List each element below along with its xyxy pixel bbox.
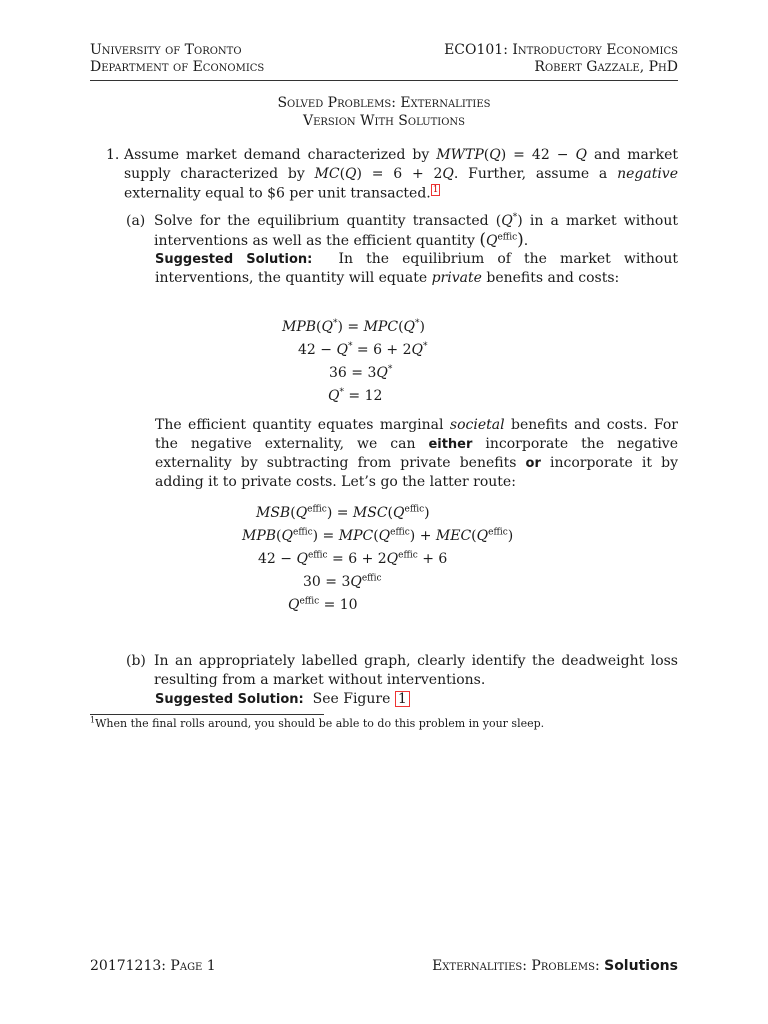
part-b-solution [155,690,678,709]
part-b-solution-text: See Figure [312,691,391,707]
footnote-mark: 1 [90,715,96,725]
course-name: ECO101: Introductory Economics [444,42,678,58]
part-a-solution-text-2: benefits and costs: [481,270,620,286]
problem-1-text: Assume market demand characterized by MWTP(Q) = 42 − Q and market supply characterized by MC(Q) = 6 + 2Q. Further, assume a negative externality equal to $6 per unit transacted. 1 [124,147,678,202]
problem-text-2: and market supply characterized by [124,147,678,182]
para2-either: either [428,437,473,452]
part-a-text-2: ) in a market without interventions as well as the efficient quantity [154,213,678,249]
header-left [90,42,264,76]
footer-title-main: Externalities: Problems: [432,958,605,974]
author-name: Robert Gazzale, PhD [534,59,678,75]
problem-1 [106,146,678,204]
footnote-rule [90,714,324,715]
para2-societal: societal [449,417,505,433]
problem-text-1: Assume market demand characterized by [124,147,437,163]
header-right [444,42,678,76]
footnote [90,717,544,731]
part-a-solution [155,250,678,288]
problem-text-negative: negative [617,166,678,182]
footnote-link[interactable]: 1 [432,185,439,195]
part-a-text-1: Solve for the equilibrium quantity transacted ( [154,213,502,229]
para2-text-4: incorporate it by adding it to private costs. Let’s go the latter route: [155,455,678,490]
para2-text-1: The efficient quantity equates marginal [155,417,450,433]
para2-text-3: incorporate the negative externality by subtracting from private benefits [155,436,678,471]
part-b-question [126,652,678,690]
equation-1-1: MPB(Q*) = MPC(Q*) [282,318,425,335]
footer-title-bold: Solutions [604,958,678,974]
part-a-solution-private: private [431,270,482,286]
equation-2-3: $42 - Q^{effic} = 6 + 2Q^{effic} + 6$ [258,550,448,567]
para2-or: or [525,456,541,471]
equation-1-4: Q* = 12 [328,387,383,404]
footer-date-page: 20171213: Page 1 [90,958,216,974]
equation-2-2: $MPB(Q^{effic}) = MPC(Q^{effic}) + MEC(Q^{effic})$ [242,527,514,544]
equation-2-1: $MSB(Q^{effic}) = MSC(Q^{effic})$ [256,504,430,521]
equation-1-3: 36 = 3Q* [329,364,393,381]
equation-block-2 [0,502,768,620]
header-rule [90,80,678,81]
equation-2-5: $Q^{effic} = 10$ [288,596,358,613]
title-line-2: Version With Solutions [302,113,466,129]
part-a-question [126,212,678,251]
document-title [0,94,768,130]
department-name: Department of Economics [90,59,265,75]
equation-block-1 [0,316,768,412]
figure-link[interactable]: 1 [395,691,410,707]
problem-text-3: . Further, assume a [453,166,618,182]
part-b-solution-label: Suggested Solution: [155,692,304,707]
para2-text-2: benefits and costs. For the negative externality, we can [155,417,678,452]
part-a-solution-label: Suggested Solution: [155,252,313,267]
part-a-paragraph-2 [155,416,678,492]
equation-1-2: 42 − Q* = 6 + 2Q* [298,341,428,358]
part-a-solution-text-1: In the equilibrium of the market without interventions, the quantity will equate [155,251,679,286]
part-a-text: Solve for the equilibrium quantity transacted (Q*) in a market without interventions as well as the efficient quantity $(Q^{effic})$. [154,212,678,250]
problem-text-4: externality equal to $6 per unit transacted. [124,185,431,202]
part-a-label: (a) [126,213,146,229]
footer-title [432,957,678,975]
university-name: University of Toronto [90,42,242,58]
title-line-1: Solved Problems: Externalities [277,95,491,111]
footnote-text: When the final rolls around, you should be able to do this problem in your sleep. [95,717,545,730]
equation-2-4: $30 = 3Q^{effic}$ [303,573,382,590]
part-b-text: In an appropriately labelled graph, clearly identify the deadweight loss resulting from a market without interventions. [154,653,678,688]
part-b-label: (b) [126,653,146,669]
problem-number: 1. [106,147,120,163]
